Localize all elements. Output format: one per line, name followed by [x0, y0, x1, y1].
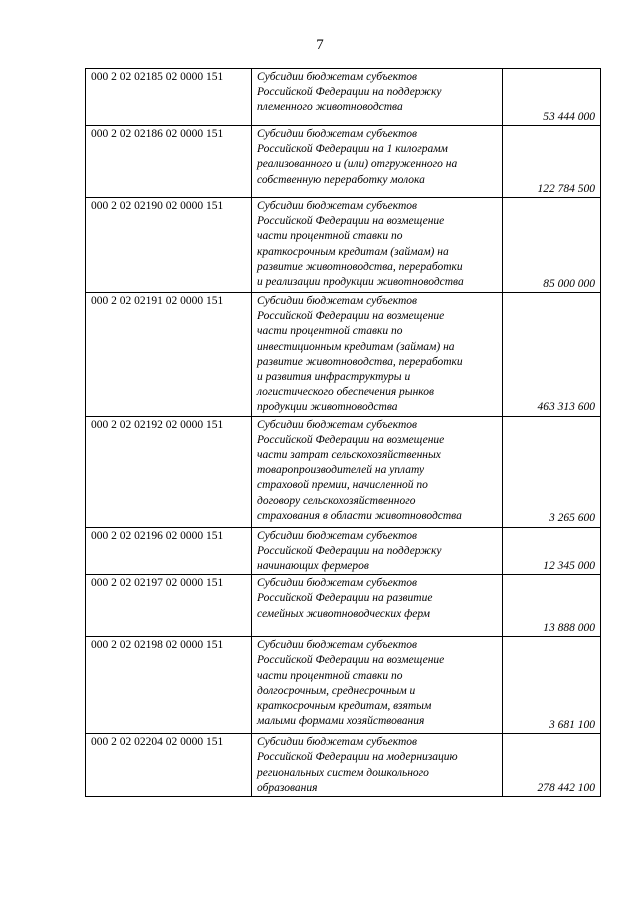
description-cell: Субсидии бюджетам субъектов Российской Федерации на возмещение части процентной ставки по долгосрочным, среднесрочным и краткосрочным кредитам, взятым малыми формами хозяйствования	[252, 637, 503, 734]
page-number: 7	[316, 37, 324, 53]
budget-revenue-table	[85, 68, 601, 797]
budget-code-cell: 000 2 02 02198 02 0000 151	[86, 637, 252, 734]
table-row	[86, 69, 601, 126]
description-cell: Субсидии бюджетам субъектов Российской Федерации на возмещение части затрат сельскохозяйственных товаропроизводителей на уплату страховой премии, начисленной по договору сельскохозяйственного страхования в области животноводства	[252, 416, 503, 527]
amount-cell: 278 442 100	[503, 734, 601, 797]
table-row	[86, 416, 601, 527]
budget-code-cell: 000 2 02 02190 02 0000 151	[86, 198, 252, 293]
description-cell: Субсидии бюджетам субъектов Российской Федерации на возмещение части процентной ставки по инвестиционным кредитам (займам) на развитие животноводства, переработки и развития инфраструктуры и логистического обеспечения рынков продукции животноводства	[252, 293, 503, 417]
description-cell: Субсидии бюджетам субъектов Российской Федерации на возмещение части процентной ставки по краткосрочным кредитам (займам) на развитие животноводства, переработки и реализации продукции животноводства	[252, 198, 503, 293]
table-row	[86, 575, 601, 637]
table-row	[86, 527, 601, 575]
budget-code-cell: 000 2 02 02192 02 0000 151	[86, 416, 252, 527]
amount-cell: 122 784 500	[503, 126, 601, 198]
table-row	[86, 126, 601, 198]
description-cell: Субсидии бюджетам субъектов Российской Федерации на модернизацию региональных систем дошкольного образования	[252, 734, 503, 797]
budget-code-cell: 000 2 02 02196 02 0000 151	[86, 527, 252, 575]
budget-code-cell: 000 2 02 02186 02 0000 151	[86, 126, 252, 198]
table-row	[86, 637, 601, 734]
table-row	[86, 293, 601, 417]
description-cell: Субсидии бюджетам субъектов Российской Федерации на поддержку начинающих фермеров	[252, 527, 503, 575]
amount-cell: 3 265 600	[503, 416, 601, 527]
description-cell: Субсидии бюджетам субъектов Российской Федерации на 1 килограмм реализованного и (или) отгруженного на собственную переработку молока	[252, 126, 503, 198]
amount-cell: 85 000 000	[503, 198, 601, 293]
amount-cell: 3 681 100	[503, 637, 601, 734]
budget-code-cell: 000 2 02 02185 02 0000 151	[86, 69, 252, 126]
description-cell: Субсидии бюджетам субъектов Российской Федерации на поддержку племенного животноводства	[252, 69, 503, 126]
table-row	[86, 198, 601, 293]
budget-code-cell: 000 2 02 02204 02 0000 151	[86, 734, 252, 797]
table-row	[86, 734, 601, 797]
description-cell: Субсидии бюджетам субъектов Российской Федерации на развитие семейных животноводческих ферм	[252, 575, 503, 637]
amount-cell: 13 888 000	[503, 575, 601, 637]
amount-cell: 53 444 000	[503, 69, 601, 126]
amount-cell: 463 313 600	[503, 293, 601, 417]
budget-code-cell: 000 2 02 02191 02 0000 151	[86, 293, 252, 417]
amount-cell: 12 345 000	[503, 527, 601, 575]
budget-code-cell: 000 2 02 02197 02 0000 151	[86, 575, 252, 637]
